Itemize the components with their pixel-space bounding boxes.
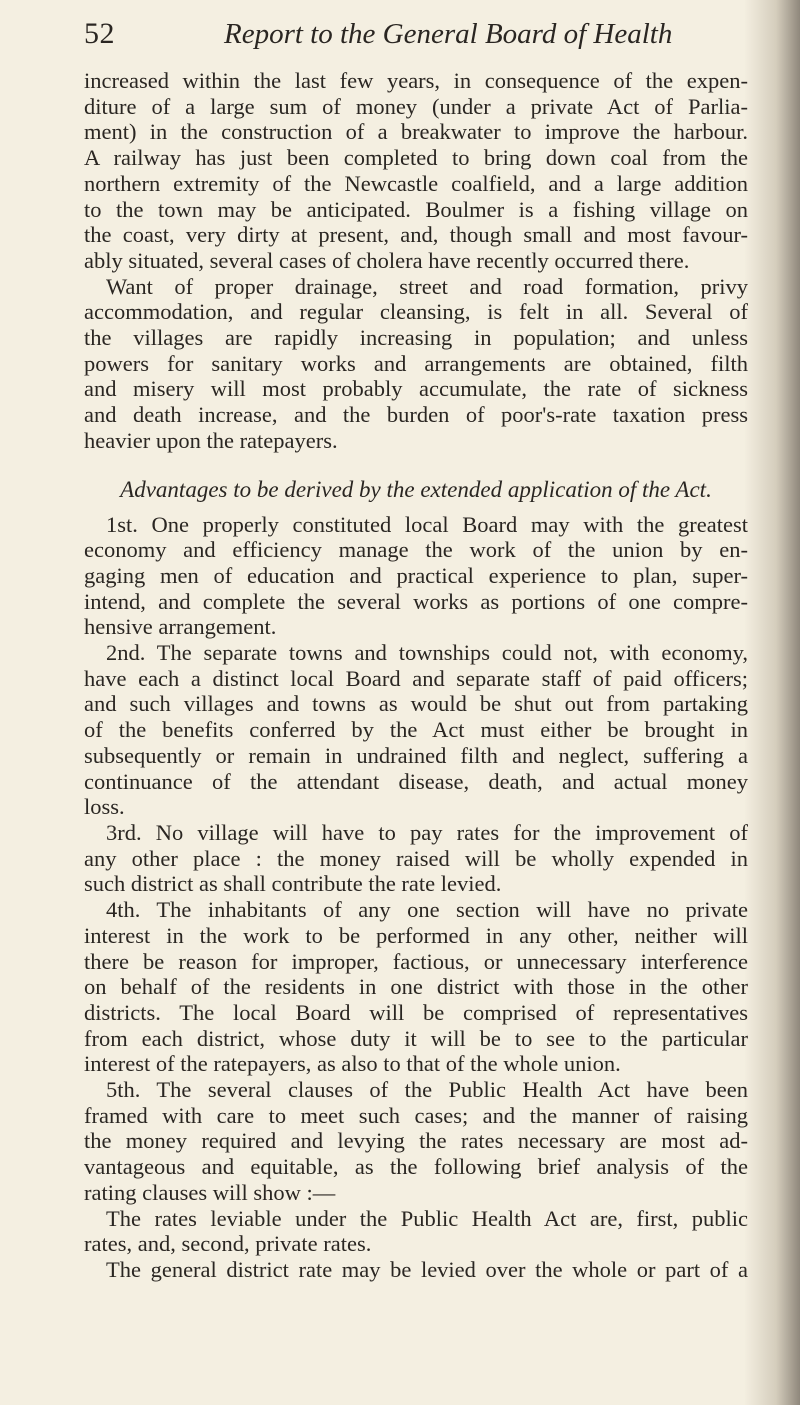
paragraph-harbour xyxy=(84,68,748,274)
text-line: intend, and complete the several works as portions of one compre- xyxy=(84,588,748,614)
text-line: there be reason for improper, factious, or unnecessary interference xyxy=(84,948,748,974)
text-line: the money required and levying the rates necessary are most ad- xyxy=(84,1128,748,1154)
text-line: The rates leviable under the Public Health Act are, first, public xyxy=(106,1205,748,1231)
text-line: Want of proper drainage, street and road formation, privy xyxy=(106,273,748,299)
text-line: economy and efficiency manage the work of the union by en- xyxy=(84,537,748,563)
text-line: and death increase, and the burden of poor's-rate taxation press xyxy=(84,402,748,428)
text-line: vantageous and equitable, as the following brief analysis of the xyxy=(84,1154,748,1180)
text-line: 3rd. No village will have to pay rates for the improvement of xyxy=(106,819,748,845)
text-line: heavier upon the ratepayers. xyxy=(84,427,338,453)
text-line: from each district, whose duty it will be to see to the particular xyxy=(84,1025,748,1051)
text-line: increased within the last few years, in consequence of the expen- xyxy=(84,68,748,93)
text-line: to the town may be anticipated. Boulmer is a fishing village on xyxy=(84,196,748,222)
text-line: gaging men of education and practical experience to plan, super- xyxy=(84,562,748,588)
text-line: and such villages and towns as would be shut out from partaking xyxy=(84,691,748,717)
item-fourth xyxy=(84,897,748,1077)
paragraph-general-district-rate xyxy=(84,1257,748,1283)
body-text xyxy=(84,68,748,1283)
text-line: continuance of the attendant disease, death, and actual money xyxy=(84,768,748,794)
text-line: of the benefits conferred by the Act must either be brought in xyxy=(84,717,748,743)
text-line: ably situated, several cases of cholera have recently occurred there. xyxy=(84,247,690,273)
text-line: powers for sanitary works and arrangements are obtained, filth xyxy=(84,350,748,376)
text-line: interest in the work to be performed in any other, neither will xyxy=(84,922,748,948)
text-line: such district as shall contribute the rate levied. xyxy=(84,871,502,897)
text-line: ment) in the construction of a breakwater to improve the harbour. xyxy=(84,119,748,145)
text-line: the coast, very dirty at present, and, though small and most favour- xyxy=(84,222,748,248)
text-line: hensive arrangement. xyxy=(84,614,277,640)
text-line: districts. The local Board will be comprised of representatives xyxy=(84,999,748,1025)
text-line: A railway has just been completed to bring down coal from the xyxy=(84,145,748,171)
text-line: 4th. The inhabitants of any one section will have no private xyxy=(106,897,748,923)
text-line: subsequently or remain in undrained filth and neglect, suffering a xyxy=(84,742,748,768)
text-line: framed with care to meet such cases; and the manner of raising xyxy=(84,1102,748,1128)
section-heading: Advantages to be derived by the extended application of the Act. xyxy=(120,476,712,502)
text-line: the villages are rapidly increasing in population; and unless xyxy=(84,325,748,351)
text-line: rates, and, second, private rates. xyxy=(84,1231,372,1257)
text-line: on behalf of the residents in one district with those in the other xyxy=(84,974,748,1000)
item-fifth xyxy=(84,1077,748,1206)
text-line: accommodation, and regular cleansing, is felt in all. Several of xyxy=(84,299,748,325)
page-number: 52 xyxy=(84,17,115,50)
text-line: interest of the ratepayers, as also to that of the whole union. xyxy=(84,1051,621,1077)
text-line: rating clauses will show :— xyxy=(84,1179,336,1205)
item-third xyxy=(84,820,748,897)
item-second xyxy=(84,640,748,820)
text-line: loss. xyxy=(84,794,125,820)
item-first xyxy=(84,512,748,641)
running-title: Report to the General Board of Health xyxy=(224,18,673,50)
text-line: 2nd. The separate towns and townships could not, with economy, xyxy=(106,640,748,666)
text-line: diture of a large sum of money (under a private Act of Parlia- xyxy=(84,93,748,119)
text-line: northern extremity of the Newcastle coalfield, and a large addition xyxy=(84,170,748,196)
page-header xyxy=(84,10,744,58)
paragraph-drainage xyxy=(84,274,748,454)
text-line: The general district rate may be levied over the whole or part of a xyxy=(106,1256,748,1282)
paragraph-rates-leviable xyxy=(84,1206,748,1257)
text-line: any other place : the money raised will be wholly expended in xyxy=(84,845,748,871)
text-line: and misery will most probably accumulate, the rate of sickness xyxy=(84,376,748,402)
text-line: 5th. The several clauses of the Public Health Act have been xyxy=(106,1077,748,1103)
text-line: have each a distinct local Board and separate staff of paid officers; xyxy=(84,665,748,691)
text-line: 1st. One properly constituted local Board may with the greatest xyxy=(106,511,748,537)
